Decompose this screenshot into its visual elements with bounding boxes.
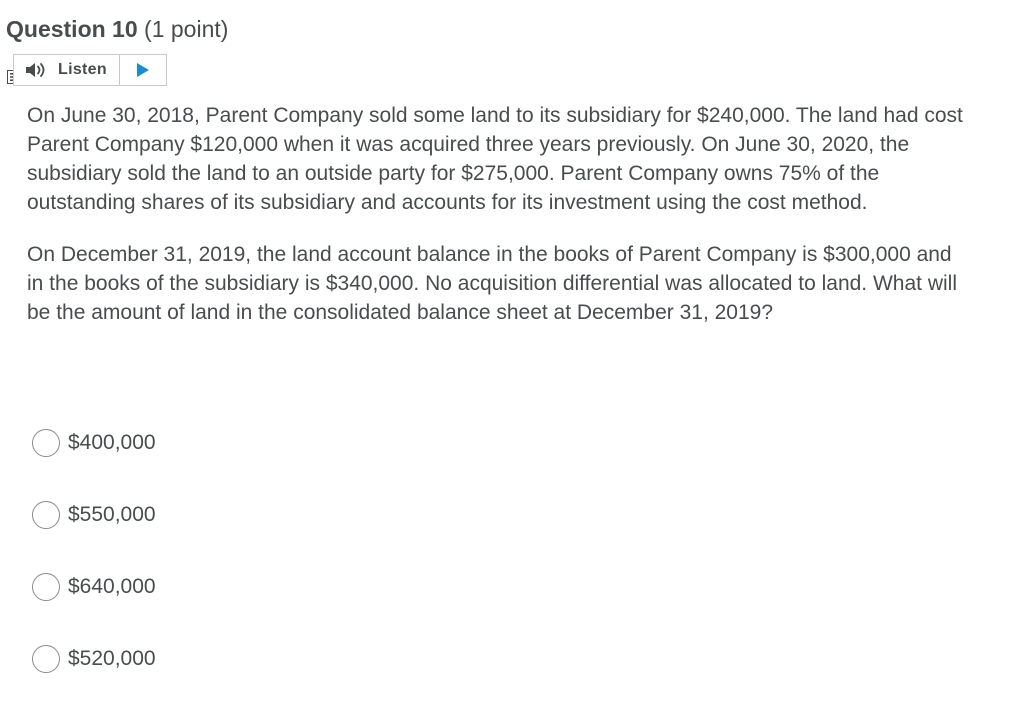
speaker-icon: [24, 60, 50, 80]
listen-toolbar: [5, 54, 167, 86]
listen-label: Listen: [58, 61, 107, 78]
answer-option[interactable]: [32, 426, 156, 460]
radio-button[interactable]: [32, 645, 60, 673]
radio-button[interactable]: [32, 573, 60, 601]
answer-option-label: $640,000: [68, 575, 156, 598]
listen-button[interactable]: [13, 54, 120, 86]
radio-button[interactable]: [32, 501, 60, 529]
play-icon: [136, 62, 150, 78]
question-points: (1 point): [144, 16, 229, 42]
radio-button[interactable]: [32, 429, 60, 457]
answer-option-label: $400,000: [68, 431, 156, 454]
answer-option-label: $520,000: [68, 647, 156, 670]
question-title: Question 10: [6, 16, 138, 42]
stem-paragraph-2: On December 31, 2019, the land account balance in the books of Parent Company is $300,000 and in the books of the subsidiary is $340,000. No acquisition differential was allocated to land. What will be the amount of land in the consolidated balance sheet at December 31, 2019?: [27, 243, 957, 324]
answer-option[interactable]: [32, 498, 156, 532]
answer-options: [32, 426, 156, 714]
answer-option[interactable]: [32, 570, 156, 604]
question-stem: [27, 101, 967, 327]
answer-option[interactable]: [32, 642, 156, 676]
question-header: [6, 14, 228, 44]
play-button[interactable]: [120, 54, 167, 86]
stem-paragraph-1: On June 30, 2018, Parent Company sold some land to its subsidiary for $240,000. The land had cost Parent Company $120,000 when it was acquired three years previously. On June 30, 2020, the subsidiary sold the land to an outside party for $275,000. Parent Company owns 75% of the outstanding shares of its subsidiary and accounts for its investment using the cost method.: [27, 104, 963, 214]
answer-option-label: $550,000: [68, 503, 156, 526]
